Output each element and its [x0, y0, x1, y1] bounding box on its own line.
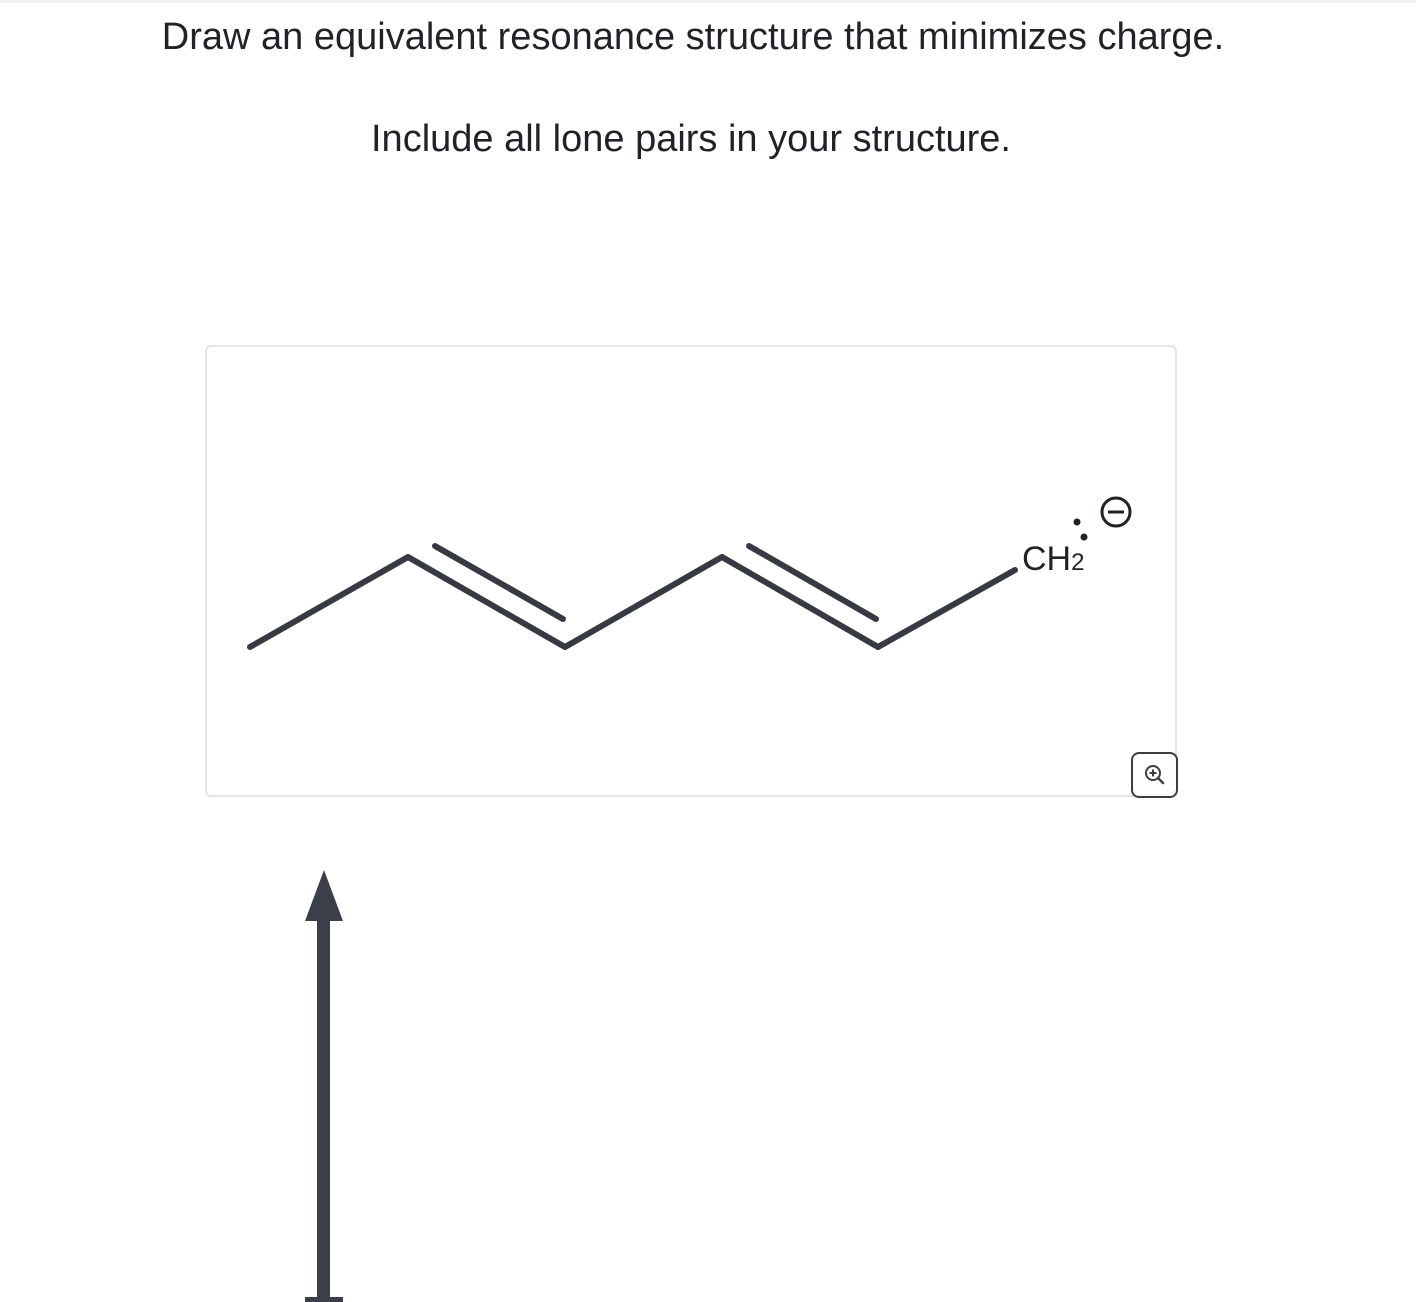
ch2-label: CH2	[1022, 540, 1085, 578]
arrow-shaft	[317, 919, 330, 1302]
arrow-base	[305, 1297, 343, 1302]
question-line-2: Include all lone pairs in your structure.	[371, 118, 1011, 160]
ch2-subscript: 2	[1071, 549, 1085, 576]
question-line-1: Draw an equivalent resonance structure that minimizes charge.	[161, 16, 1225, 58]
arrow-head	[305, 870, 343, 921]
